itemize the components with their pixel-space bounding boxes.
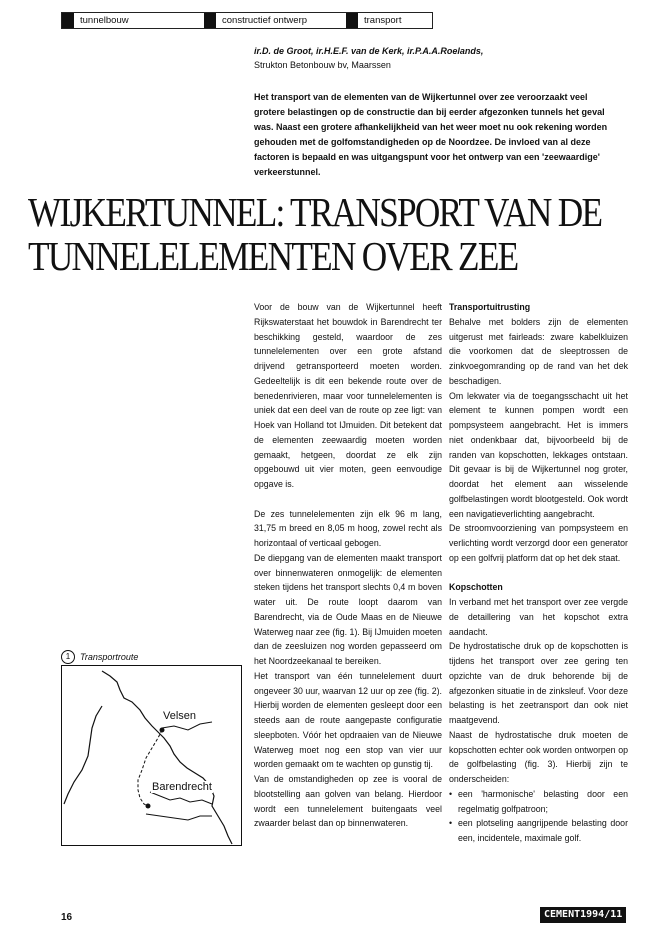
article-title: [28, 189, 602, 279]
figure-caption: [61, 650, 241, 664]
body-paragraph: De hydrostatische druk op de kopschotten is tijdens het transport over zee gering ten opzichte van de druk behorende bij de afgezonken situatie in de zinksleuf. Voor deze belasting is het zeetransport dan ook niet maatgevend.: [449, 641, 628, 725]
body-paragraph: Het transport van één tunnelelement duurt ongeveer 30 uur, waarvan 12 uur op zee (fig. 2). Hierbij worden de elementen gesleept door een steeds aan de route aangepaste configuratie sleepboten. Vóór het opdraaien van de Nieuwe Waterweg moet nog een stop van vier uur worden gemaakt om te wachten op gunstig tij.: [254, 670, 442, 770]
list-item: • een plotseling aangrijpende belasting door een, incidentele, maximale golf.: [449, 816, 628, 846]
authors-block: [254, 44, 614, 72]
tab-constructief-ontwerp: constructief ontwerp: [204, 13, 346, 28]
coastline: [102, 671, 232, 844]
map-label-barendrecht: Barendrecht: [152, 781, 212, 793]
section-heading-kopschotten: Kopschotten: [449, 582, 503, 593]
title-line-1: WIJKERTUNNEL: TRANSPORT VAN DE: [28, 189, 602, 235]
transport-route: [138, 730, 162, 806]
author-names: ir.D. de Groot, ir.H.E.F. van de Kerk, ir.P.A.A.Roelands,: [254, 46, 484, 56]
section-heading-transportuitrusting: Transportuitrusting: [449, 302, 531, 312]
body-paragraph: De diepgang van de elementen maakt transport over binnenwateren onmogelijk: de elementen steken tijdens het transport slechts 0,4 m boven water uit. De route loopt daarom van Barendrecht, via de Oude Maas en de Nieuwe Waterweg naar zee (fig. 1). Bij IJmuiden moeten dan de zeesluizen nog worden gepasseerd om het Noordzeekanaal te bereiken.: [254, 552, 442, 666]
body-paragraph: Naast de hydrostatische druk moeten de kopschotten echter ook worden ontworpen op de golfbelasting (fig. 3). Hierbij zijn te onderscheiden:: [449, 729, 628, 784]
author-affiliation: Strukton Betonbouw bv, Maarssen: [254, 60, 391, 70]
velsen-marker: [160, 728, 165, 733]
figure-title: Transportroute: [80, 652, 139, 662]
title-line-2: TUNNELELEMENTEN OVER ZEE: [28, 233, 518, 279]
bullet-list: [449, 787, 628, 846]
body-paragraph: Van de omstandigheden op zee is vooral de blootstelling aan golven van belang. Hierdoor wordt een tunnelelement buitengaats veel zwaarder belast dan op binnenwateren.: [254, 774, 442, 829]
body-paragraph: Behalve met bolders zijn de elementen uitgerust met fairleads: zware kabelkluizen die voorkomen dat de sleeptrossen de zinkvoegomranding op de rand van het dek beschadigen.: [449, 316, 628, 386]
map-label-velsen: Velsen: [163, 710, 197, 722]
kanaal: [162, 722, 212, 730]
body-column-right: [449, 300, 628, 846]
page-number: 16: [61, 912, 73, 923]
body-paragraph: Om lekwater via de toegangsschacht uit het element te kunnen pompen wordt een pompsysteem aangebracht. Het is immers niet ondenkbaar dat, bijvoorbeeld bij de randen van kopschotten, lekkages ontstaan. Dit gevaar is bij de Wijkertunnel nog groter, doordat het element aan wisselende golfbelastingen wordt blootgesteld. Ook wordt een navigatieverlichting aangebracht.: [449, 390, 628, 519]
barendrecht-marker: [146, 804, 151, 809]
body-paragraph: In verband met het transport over zee vergde de detaillering van het kopschot extra aandacht.: [449, 597, 628, 637]
body-paragraph: De zes tunnelelementen zijn elk 96 m lang, 31,75 m breed en 8,05 m hoog, zowel recht als horizontaal of verticaal gebogen.: [254, 508, 442, 548]
body-paragraph: De stroomvoorziening van pompsysteem en verlichting wordt verzorgd door een generator op een golfvrij platform dat op het dek staat.: [449, 523, 628, 563]
body-paragraph: Voor de bouw van de Wijkertunnel heeft Rijkswaterstaat het bouwdok in Barendrecht ter beschikking gesteld, waardoor de zes tunnelelementen over een grote afstand drijvend getransporteerd moeten worden. Gedeeltelijk is dit een bekende route over de benedenrivieren, maar voor tunnelelementen is uniek dat een deel van de route op zee ligt: van Hoek van Holland tot IJmuiden. Dit betekent dat de elementen zeewaardig moeten worden gemaakt, hetgeen, doordat ze elk zijn opgebouwd uit vier moten, geen eenvoudige opgave is.: [254, 302, 442, 489]
journal-issue-badge: CEMENT1994/11: [540, 907, 626, 923]
figure-number: 1: [61, 650, 75, 664]
route-map-svg: [62, 666, 241, 845]
section-tabs: [61, 12, 433, 29]
river-branch: [146, 814, 212, 820]
list-item: • een 'harmonische' belasting door een regelmatig golfpatroon;: [449, 787, 628, 817]
tab-transport: transport: [346, 13, 432, 28]
body-column-middle: [254, 300, 442, 831]
waterway: [150, 792, 212, 804]
route-map-figure: [61, 665, 242, 846]
lead-paragraph: Het transport van de elementen van de Wijkertunnel over zee veroorzaakt veel grotere belastingen op de constructie dan bij eerder afgezonken tunnels het geval was. Naast een grotere afhankelijkheid van het weer moet nu ook rekening worden gehouden met de golfomstandigheden op de Noordzee. De invloed van al deze factoren is bepaald en was uitgangspunt voor het ontwerp van een 'zeewaardige' verkeerstunnel.: [254, 92, 608, 177]
coastline-inner: [64, 706, 102, 804]
tab-tunnelbouw: tunnelbouw: [62, 13, 204, 28]
